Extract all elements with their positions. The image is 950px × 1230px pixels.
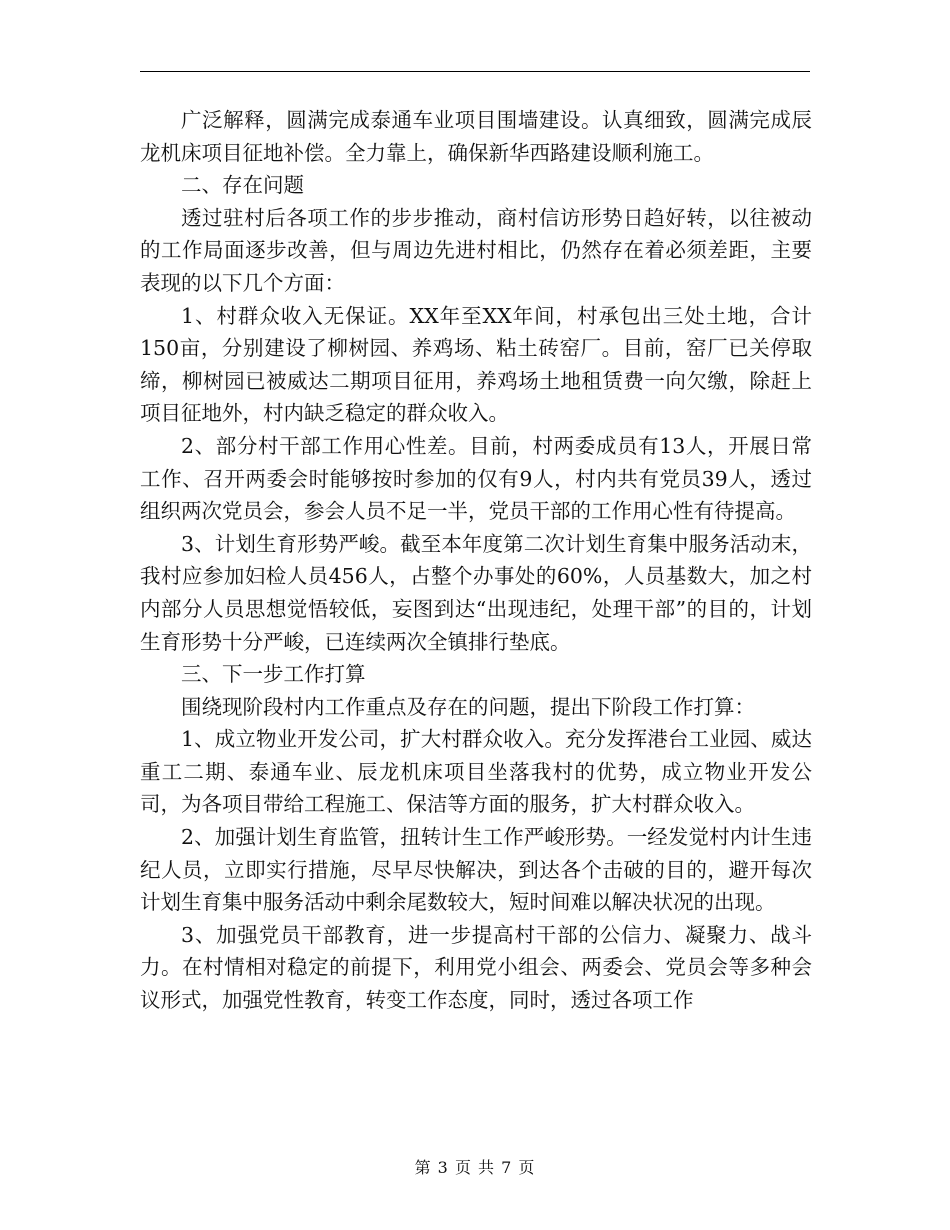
paragraph-5: 3、计划生育形势严峻。截至本年度第二次计划生育集中服务活动末，我村应参加妇检人员456人，占整个办事处的60%，人员基数大，加之村内部分人员思想觉悟较低，妄图到达“出现违纪，处理干部”的目的，计划生育形势十分严峻，已连续两次全镇排行垫底。	[140, 531, 812, 654]
section-heading-plans: 三、下一步工作打算	[181, 662, 366, 687]
paragraph-2: 透过驻村后各项工作的步步推动，商村信访形势日趋好转，以往被动的工作局面逐步改善，但与周边先进村相比，仍然存在着必须差距，主要表现的以下几个方面：	[140, 205, 812, 295]
paragraph-9: 3、加强党员干部教育，进一步提高村干部的公信力、凝聚力、战斗力。在村情相对稳定的前提下，利用党小组会、两委会、党员会等多种会议形式，加强党性教育，转变工作态度，同时，透过各项工作	[140, 922, 812, 1013]
header-rule	[140, 71, 810, 72]
paragraph-7: 1、成立物业开发公司，扩大村群众收入。充分发挥港台工业园、威达重工二期、泰通车业、辰龙机床项目坐落我村的优势，成立物业开发公司，为各项目带给工程施工、保洁等方面的服务，扩大村群众收入。	[140, 727, 812, 817]
paragraph-1: 广泛解释，圆满完成泰通车业项目围墙建设。认真细致，圆满完成辰龙机床项目征地补偿。全力靠上，确保新华西路建设顺利施工。	[140, 108, 812, 165]
page-number: 第 3 页 共 7 页	[414, 1158, 536, 1177]
paragraph-6: 围绕现阶段村内工作重点及存在的问题，提出下阶段工作打算：	[181, 694, 755, 719]
paragraph-4: 2、部分村干部工作用心性差。目前，村两委成员有13人，开展日常工作、召开两委会时能够按时参加的仅有9人，村内共有党员39人，透过组织两次党员会，参会人员不足一半，党员干部的工作用心性有待提高。	[140, 433, 812, 524]
section-heading-problems: 二、存在问题	[181, 173, 304, 198]
paragraph-8: 2、加强计划生育监管，扭转计生工作严峻形势。一经发觉村内计生违纪人员，立即实行措施，尽早尽快解决，到达各个击破的目的，避开每次计划生育集中服务活动中剩余尾数较大，短时间难以解决状况的出现。	[140, 825, 812, 915]
paragraph-3: 1、村群众收入无保证。XX年至XX年间，村承包出三处土地，合计150亩，分别建设了柳树园、养鸡场、粘土砖窑厂。目前，窑厂已关停取缔，柳树园已被威达二期项目征用，养鸡场土地租赁费一向欠缴，除赶上项目征地外，村内缺乏稳定的群众收入。	[140, 303, 812, 426]
document-body	[140, 104, 812, 1017]
